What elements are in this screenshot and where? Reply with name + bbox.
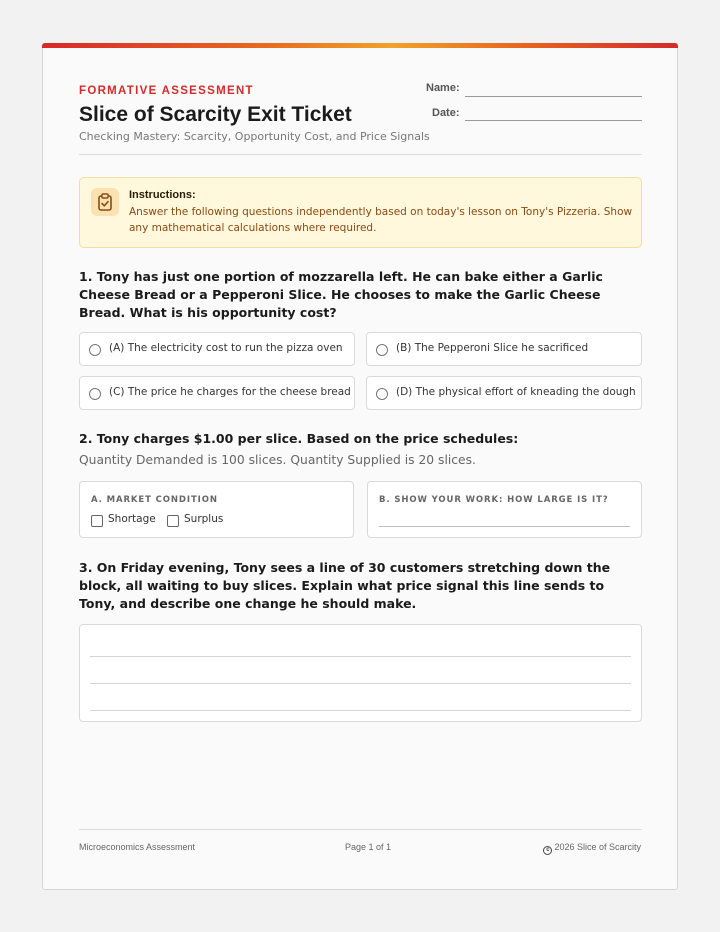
footer-copyright-text: 2026 Slice of Scarcity xyxy=(554,842,641,852)
copyright-icon: c xyxy=(543,846,552,855)
date-label: Date: xyxy=(432,107,460,119)
date-field[interactable] xyxy=(465,120,642,121)
clipboard-check-icon xyxy=(91,188,119,216)
question-3-text: 3. On Friday evening, Tony sees a line of 30 customers stretching down the block, all waiting to buy slices. Explain what price signal this line sends to Tony, and describe one change he should make. xyxy=(79,560,611,611)
question-3-answer-box[interactable] xyxy=(79,624,642,722)
radio-button[interactable] xyxy=(89,344,101,356)
header-divider xyxy=(79,154,642,155)
q1-option-a-label: (A) The electricity cost to run the pizza oven xyxy=(109,342,343,354)
show-work-answer-line[interactable] xyxy=(379,526,630,527)
q1-option-b-label: (B) The Pepperoni Slice he sacrificed xyxy=(396,342,589,354)
question-2-text: 2. Tony charges $1.00 per slice. Based on the price schedules: xyxy=(79,431,519,446)
radio-button[interactable] xyxy=(89,388,101,400)
answer-line xyxy=(90,683,631,684)
name-label: Name: xyxy=(426,82,460,94)
footer-page-number: Page 1 of 1 xyxy=(345,842,392,852)
radio-button[interactable] xyxy=(376,344,388,356)
page-subtitle: Checking Mastery: Scarcity, Opportunity Cost, and Price Signals xyxy=(79,130,430,143)
q1-option-b[interactable] xyxy=(366,332,642,366)
accent-bar xyxy=(42,43,678,48)
q1-option-a[interactable] xyxy=(79,332,355,366)
q1-option-d-label: (D) The physical effort of kneading the dough xyxy=(396,386,636,398)
shortage-label: Shortage xyxy=(108,513,156,525)
assessment-eyebrow: FORMATIVE ASSESSMENT xyxy=(79,85,254,97)
market-condition-label: A. MARKET CONDITION xyxy=(91,495,218,505)
footer-copyright xyxy=(543,842,641,855)
instructions-text: Answer the following questions independently based on today's lesson on Tony's Pizzeria. Show any mathematical calculations where required. xyxy=(129,206,633,234)
page-title: Slice of Scarcity Exit Ticket xyxy=(79,103,352,126)
answer-line xyxy=(90,656,631,657)
name-field[interactable] xyxy=(465,96,642,97)
surplus-checkbox[interactable] xyxy=(167,515,179,527)
instructions-title: Instructions: xyxy=(129,189,196,201)
footer-divider xyxy=(79,829,642,830)
show-work-box xyxy=(367,481,642,538)
surplus-label: Surplus xyxy=(184,513,224,525)
instructions-box xyxy=(79,177,642,248)
q1-option-d[interactable] xyxy=(366,376,642,410)
market-condition-box xyxy=(79,481,354,538)
footer-course: Microeconomics Assessment xyxy=(79,842,196,852)
shortage-checkbox[interactable] xyxy=(91,515,103,527)
q1-option-c[interactable] xyxy=(79,376,355,410)
show-work-label: B. SHOW YOUR WORK: HOW LARGE IS IT? xyxy=(379,495,609,505)
worksheet-page xyxy=(42,43,678,890)
question-2-subtext: Quantity Demanded is 100 slices. Quantity Supplied is 20 slices. xyxy=(79,453,476,467)
question-1-text: 1. Tony has just one portion of mozzarella left. He can bake either a Garlic Cheese Bread or a Pepperoni Slice. He chooses to make the Garlic Cheese Bread. What is his opportunity cost? xyxy=(79,269,603,320)
radio-button[interactable] xyxy=(376,388,388,400)
answer-line xyxy=(90,710,631,711)
q1-option-c-label: (C) The price he charges for the cheese bread xyxy=(109,386,351,398)
